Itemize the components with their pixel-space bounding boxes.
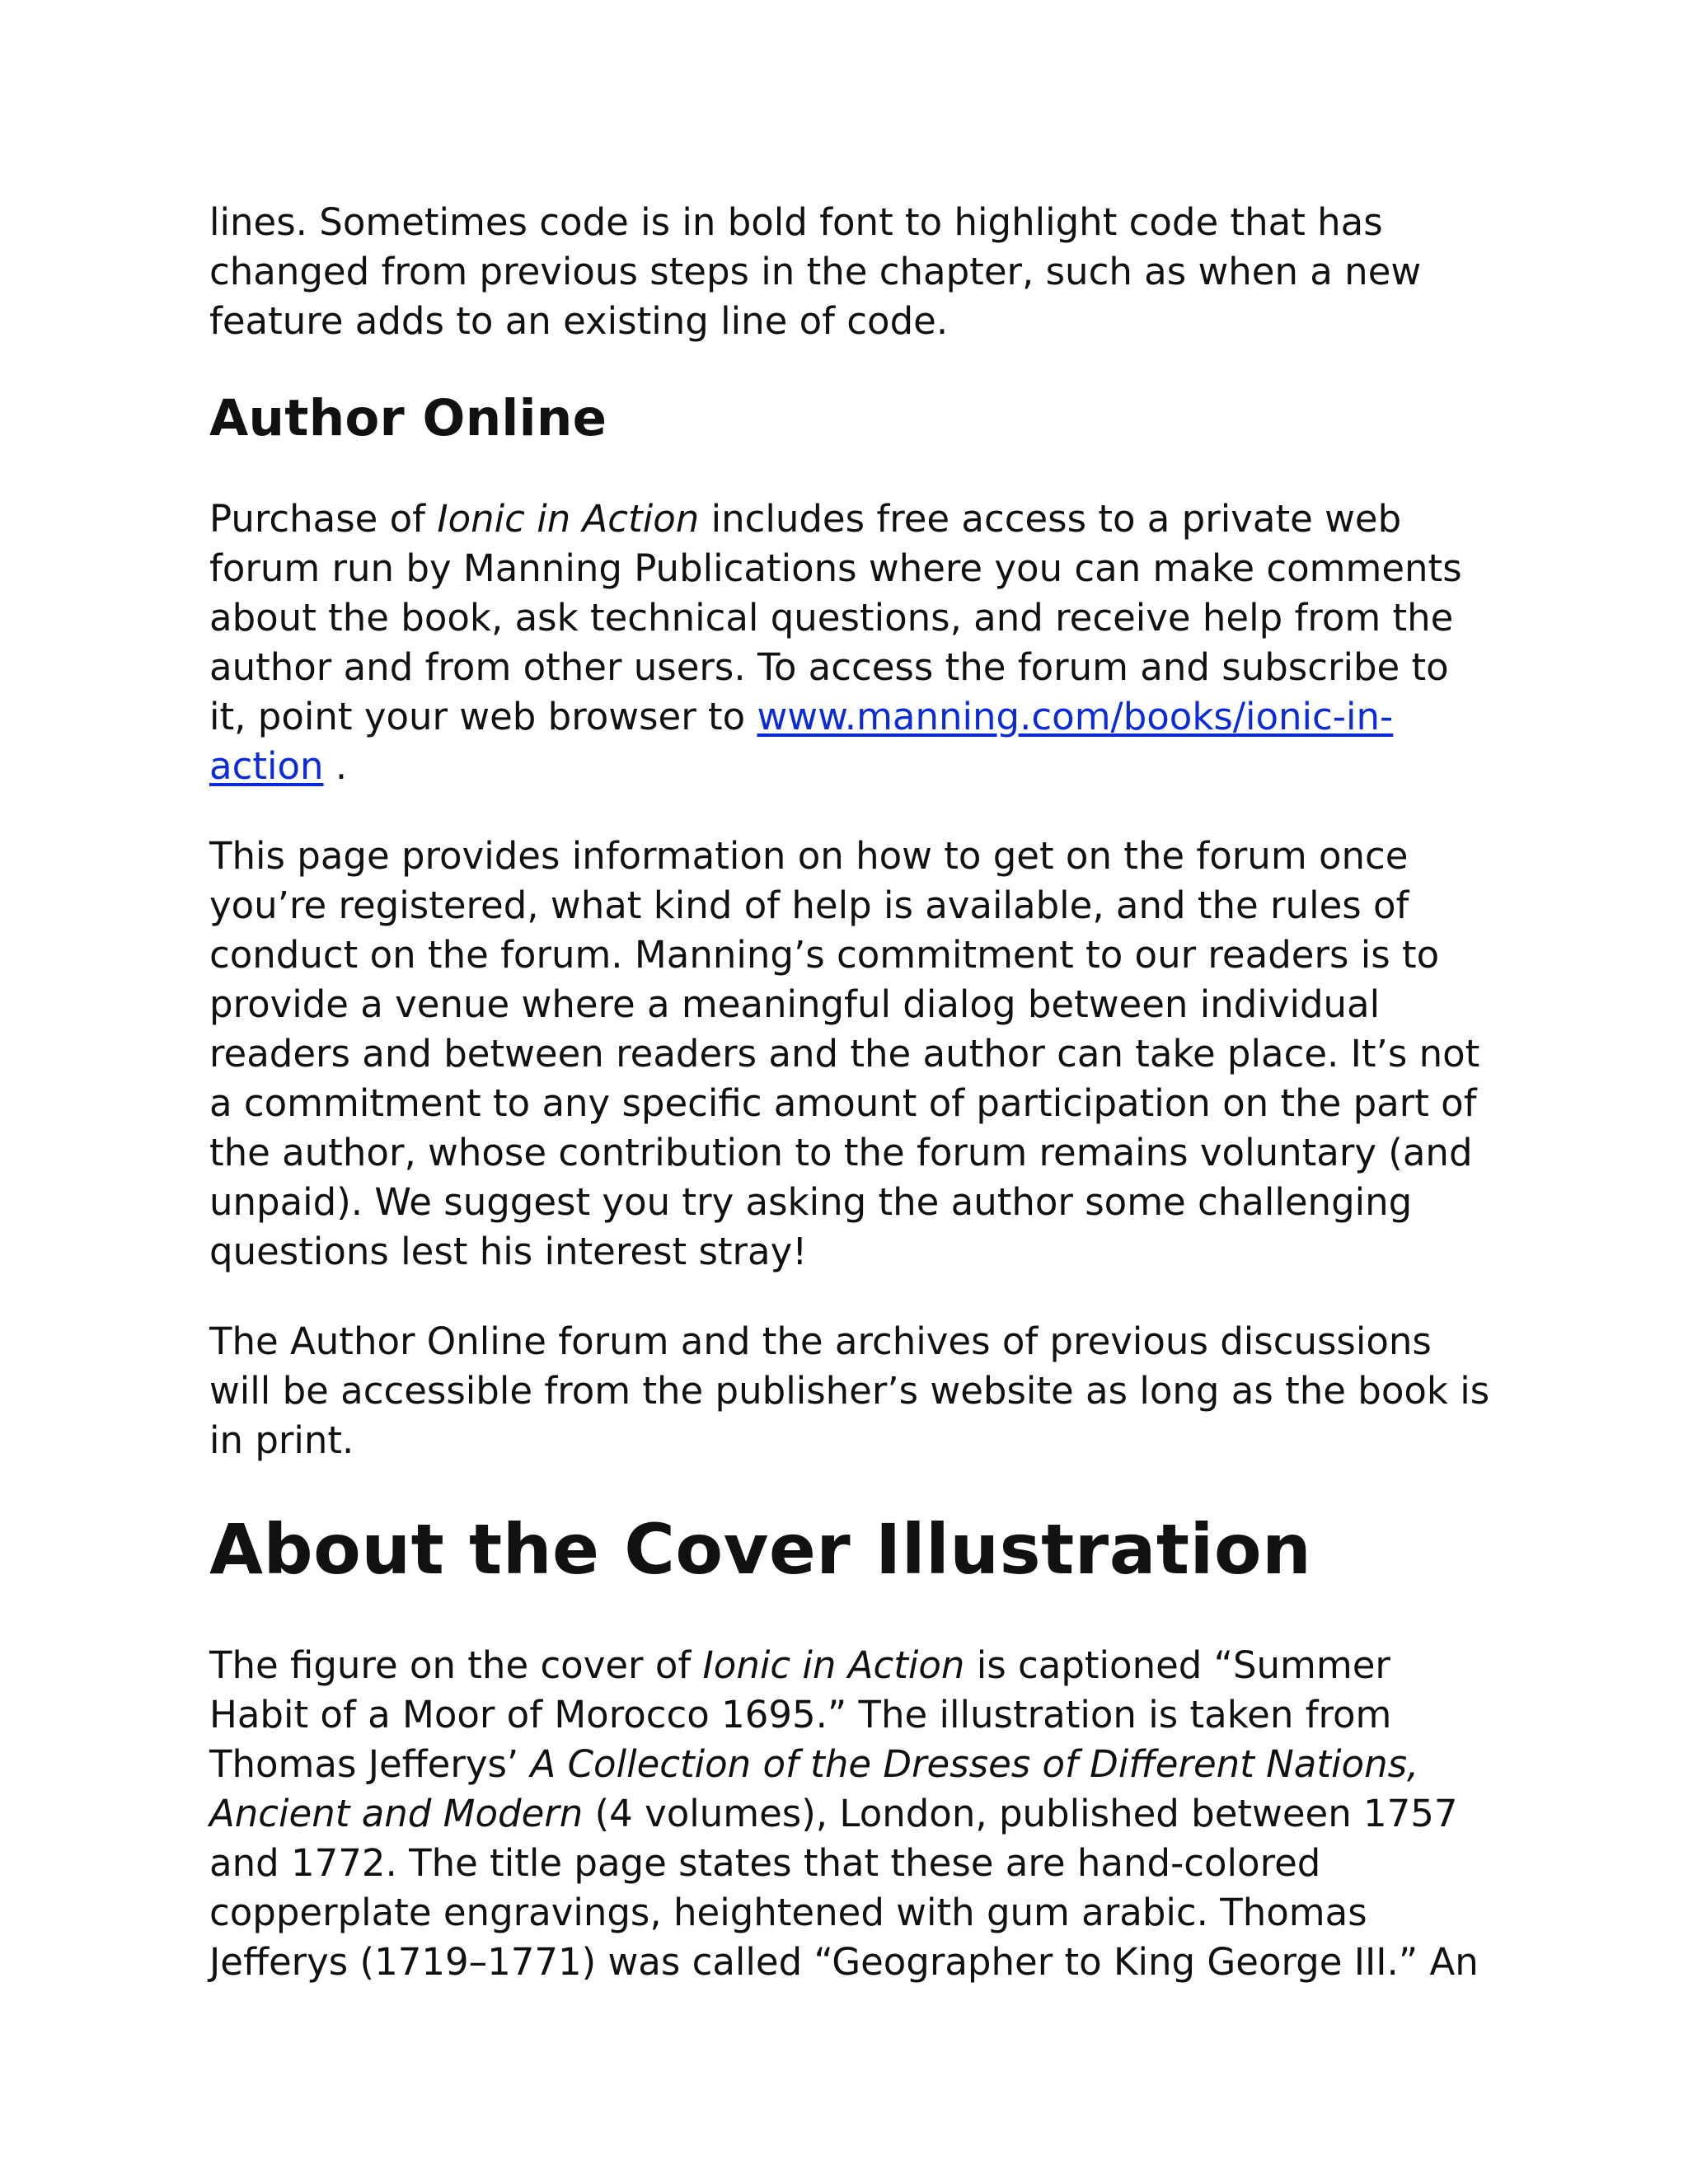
author-online-paragraph-3: The Author Online forum and the archives of previous discussions will be accessible from the publisher’s website as long as the book is in print. [209,1319,1490,1462]
book-title: Ionic in Action [437,497,700,541]
page-content [209,198,1495,2027]
cover-illustration-heading: About the Cover Illustration [209,1509,1312,1590]
author-online-paragraph-2: This page provides information on how to get on the forum once you’re registered, what kind of help is available, and the rules of conduct on the forum. Manning’s commitment to our readers is to provide a venue where a meaningful dialog between individual readers and between readers and the author can take place. It’s not a commitment to any specific amount of participation on the part of the author, whose contribution to the forum remains voluntary (and unpaid). We suggest you try asking the author some challenging questions lest his interest stray! [209,834,1480,1273]
author-online-paragraph-1 [209,494,1495,791]
intro-paragraph: lines. Sometimes code is in bold font to highlight code that has changed from previous steps in the chapter, such as when a new feature adds to an existing line of code. [209,200,1422,343]
text-run: includes free access to a private web forum run by Manning Publications where you can make comments about the book, ask technical questions, and receive help from the author and from other users. To access the forum and subscribe to it, point your web browser to [209,497,1462,738]
author-online-heading: Author Online [209,389,607,448]
text-run: (4 volumes), London, published between 1757 and 1772. The title page states that these are hand-colored copperplate engravings, heightened with gum arabic. Thomas Jefferys (1719–1771) was called “Geographer to King George III.” An [209,1792,1479,1984]
work-title: A Collection of the Dresses of Different Nations, Ancient and Modern [209,1742,1419,1835]
text-run: Purchase of [209,497,438,541]
book-title: Ionic in Action [702,1643,965,1687]
forum-link[interactable]: www.manning.com/books/ionic-in-action [209,695,1394,788]
text-run: The figure on the cover of [209,1643,703,1687]
cover-paragraph-1 [209,1641,1495,1987]
text-run: is captioned “Summer Habit of a Moor of Morocco 1695.” The illustration is taken from Thomas Jefferys’ [209,1643,1392,1786]
text-run: . [323,744,348,788]
